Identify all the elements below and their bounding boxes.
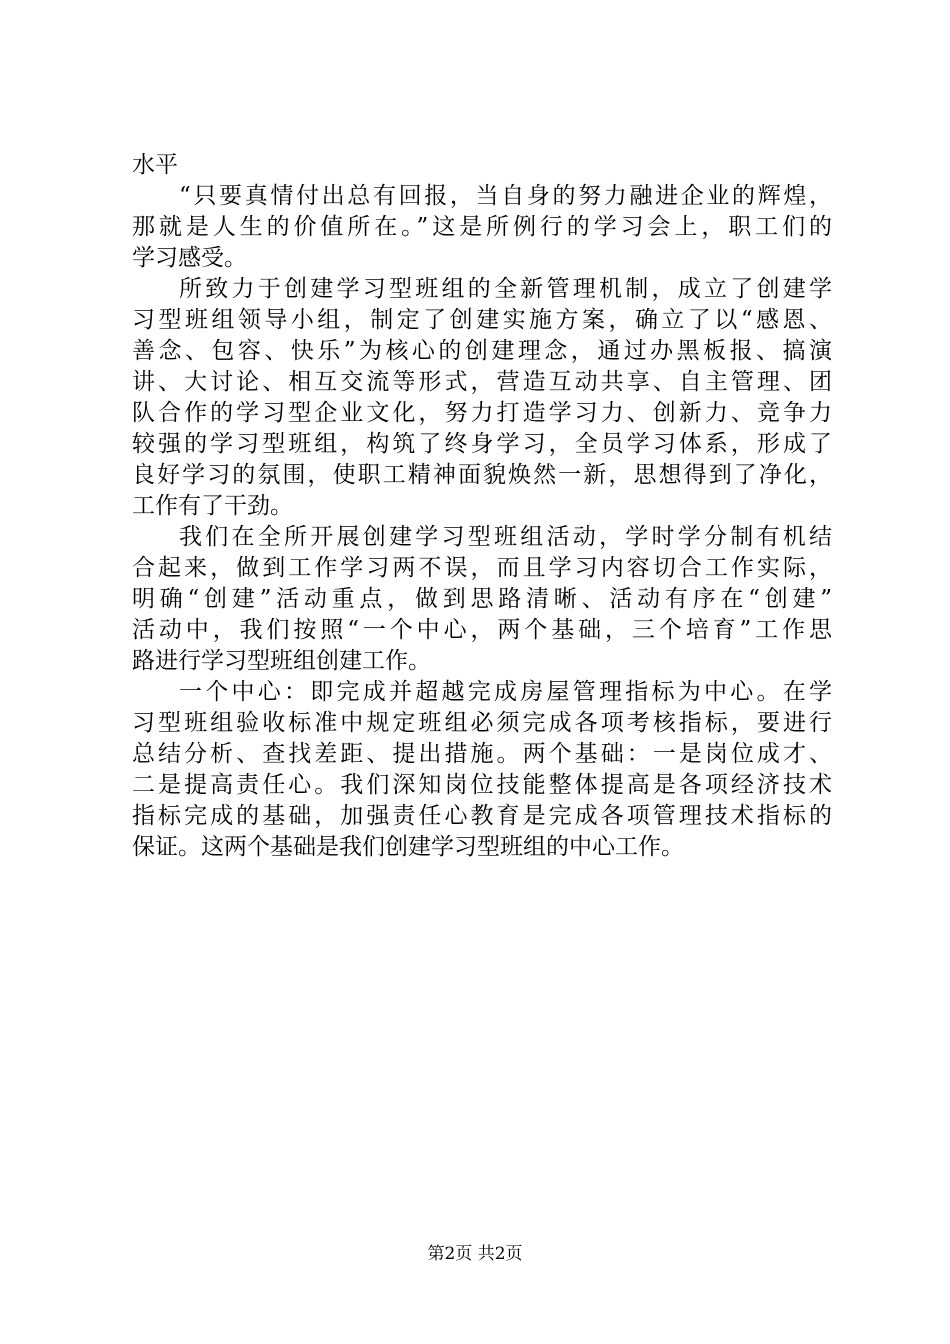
- text-line: 善念、包容、快乐”为核心的创建理念，通过办黑板报、搞演: [132, 338, 832, 364]
- text-line: 所致力于创建学习型班组的全新管理机制，成立了创建学: [179, 276, 832, 302]
- text-line: 总结分析、查找差距、提出措施。两个基础：一是岗位成才、: [132, 741, 832, 767]
- document-body: [132, 150, 832, 863]
- text-line: 保证。这两个基础是我们创建学习型班组的中心工作。: [132, 834, 684, 860]
- text-line: 那就是人生的价值所在。”这是所例行的学习会上，职工们的: [132, 214, 832, 240]
- text-line: 讲、大讨论、相互交流等形式，营造互动共享、自主管理、团: [132, 369, 832, 395]
- text-line: 习型班组领导小组，制定了创建实施方案，确立了以“感恩、: [132, 307, 832, 333]
- text-line: 习型班组验收标准中规定班组必须完成各项考核指标，要进行: [132, 710, 832, 736]
- text-line: 二是提高责任心。我们深知岗位技能整体提高是各项经济技术: [132, 772, 832, 798]
- text-line: “只要真情付出总有回报，当自身的努力融进企业的辉煌，: [179, 183, 832, 209]
- text-line: 良好学习的氛围，使职工精神面貌焕然一新，思想得到了净化，: [132, 462, 832, 488]
- text-line: 工作有了干劲。: [132, 493, 293, 519]
- text-line: 较强的学习型班组，构筑了终身学习，全员学习体系，形成了: [132, 431, 832, 457]
- text-line: 合起来，做到工作学习两不误，而且学习内容切合工作实际，: [132, 555, 832, 581]
- text-line: 活动中，我们按照“一个中心，两个基础，三个培育”工作思: [132, 617, 832, 643]
- text-line: 一个中心：即完成并超越完成房屋管理指标为中心。在学: [179, 679, 832, 705]
- text-line: 明确“创建”活动重点，做到思路清晰、活动有序在“创建”: [132, 586, 832, 612]
- text-line: 水平: [132, 152, 178, 178]
- text-line: 指标完成的基础，加强责任心教育是完成各项管理技术指标的: [132, 803, 832, 829]
- text-line: 路进行学习型班组创建工作。: [132, 648, 431, 674]
- text-line: 我们在全所开展创建学习型班组活动，学时学分制有机结: [179, 524, 832, 550]
- text-line: 队合作的学习型企业文化，努力打造学习力、创新力、竞争力: [132, 400, 832, 426]
- page-footer: 第2页 共2页: [427, 1244, 523, 1264]
- text-line: 学习感受。: [132, 245, 247, 271]
